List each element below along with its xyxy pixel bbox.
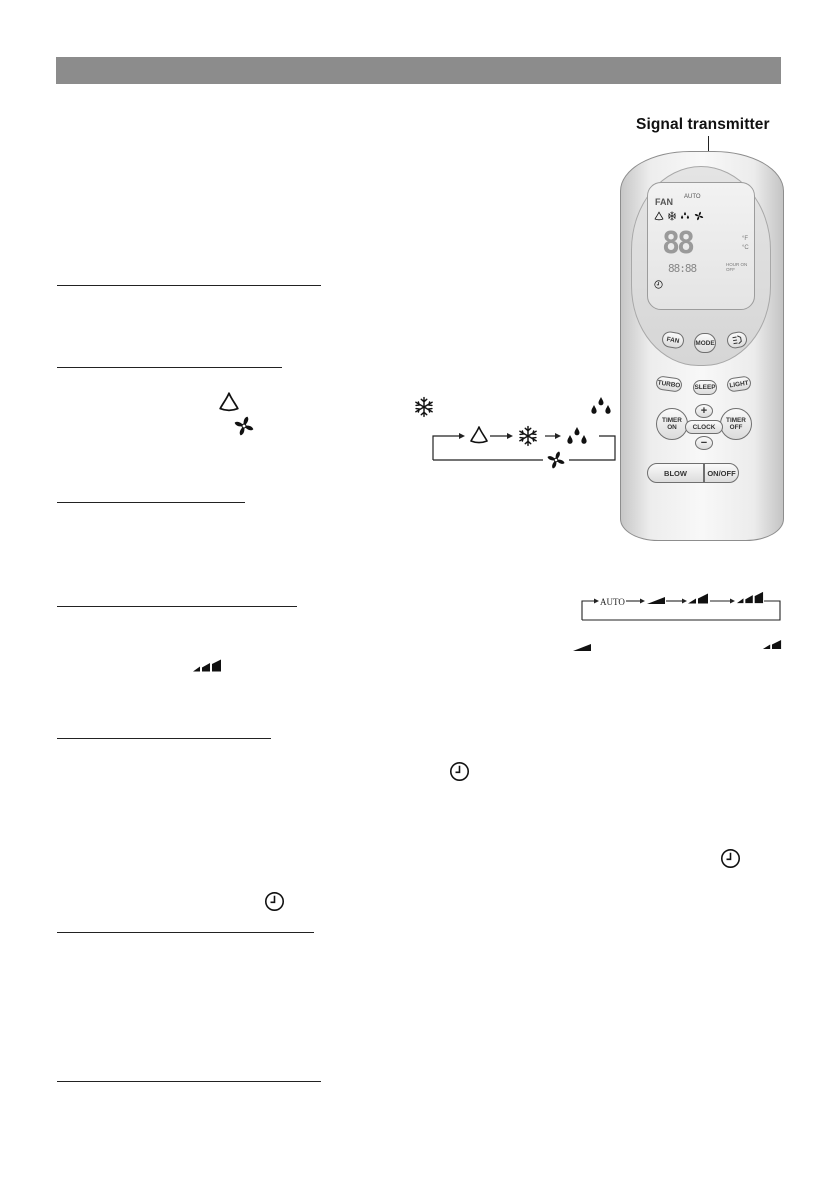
snowflake-icon xyxy=(413,396,435,418)
mode-cycle-diagram xyxy=(425,420,625,477)
section-rule-1 xyxy=(57,285,321,286)
fan-speed-cycle-diagram xyxy=(580,588,784,629)
clock-icon xyxy=(720,848,741,869)
section-rule-5 xyxy=(57,738,271,739)
clock-button[interactable]: CLOCK xyxy=(685,420,723,434)
sleep-button[interactable]: SLEEP xyxy=(693,380,717,395)
blow-button[interactable]: BLOW xyxy=(647,463,704,483)
fan-icon xyxy=(233,415,255,437)
minus-button[interactable]: − xyxy=(695,436,713,450)
light-button[interactable]: LIGHT xyxy=(726,375,752,392)
section-rule-2 xyxy=(57,367,282,368)
remote-lcd-screen xyxy=(647,182,755,310)
fan-speed-medium-icon xyxy=(762,638,782,651)
section-rule-4 xyxy=(57,606,297,607)
auto-mode-icon xyxy=(218,391,240,413)
fan-button[interactable]: FAN xyxy=(661,330,685,350)
mode-button[interactable]: MODE xyxy=(694,333,716,353)
section-rule-6 xyxy=(57,932,314,933)
turbo-button[interactable]: TURBO xyxy=(655,375,683,392)
section-header-bar xyxy=(56,57,781,84)
lcd-units: °F °C xyxy=(742,236,749,251)
clock-icon xyxy=(264,891,285,912)
lcd-auto-label: AUTO xyxy=(684,194,701,200)
signal-transmitter-label: Signal transmitter xyxy=(636,116,770,133)
lcd-hour-label: HOUR ON OFF xyxy=(726,262,748,272)
fan-speed-low-icon xyxy=(572,642,592,652)
timer-on-button[interactable]: TIMER ON xyxy=(656,408,688,440)
lcd-mode-icons xyxy=(654,210,750,222)
signal-transmitter-pointer xyxy=(708,136,709,152)
lcd-temperature-digits: 88 xyxy=(662,226,693,261)
lcd-status-icons xyxy=(654,279,750,291)
lcd-fan-label: FAN xyxy=(655,197,673,207)
fan-speed-auto-label: AUTO xyxy=(600,597,625,607)
swing-icon xyxy=(731,334,743,346)
timer-off-button[interactable]: TIMER OFF xyxy=(720,408,752,440)
remote-control xyxy=(620,151,784,541)
fan-speed-high-icon xyxy=(192,658,222,673)
lcd-timer-digits: 88:88 xyxy=(668,262,697,275)
clock-icon xyxy=(449,761,470,782)
on-off-button[interactable]: ON/OFF xyxy=(704,463,739,483)
section-rule-3 xyxy=(57,502,245,503)
section-rule-7 xyxy=(57,1081,321,1082)
water-drops-icon xyxy=(589,396,613,416)
plus-button[interactable]: + xyxy=(695,404,713,418)
